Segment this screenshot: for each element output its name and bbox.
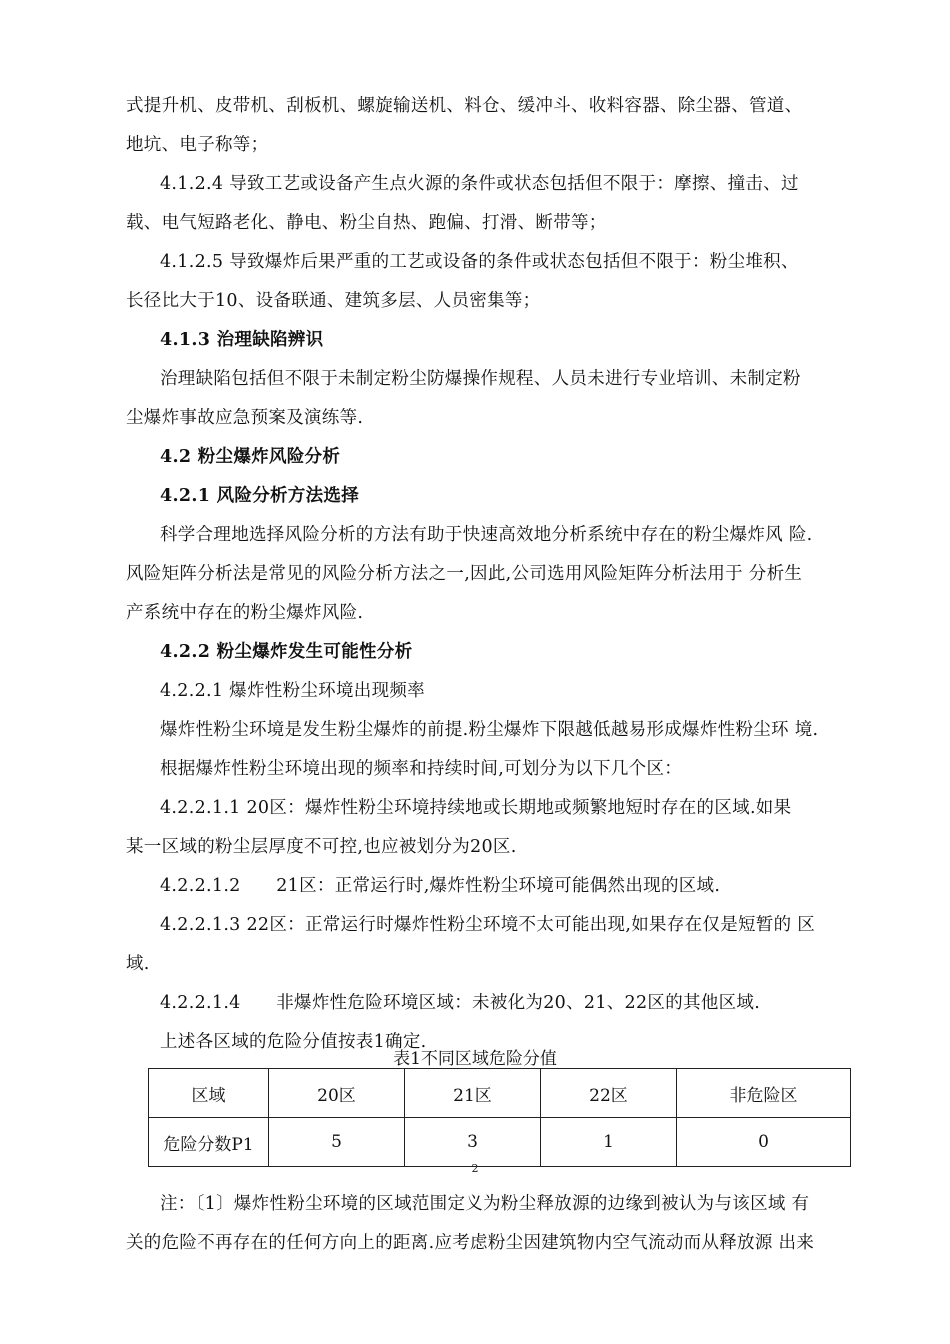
clause-4-1-2-5: 4.1.2.5 导致爆炸后果严重的工艺或设备的条件或状态包括但不限于：粉尘堆积、 <box>160 252 799 272</box>
body-text-line: 地坑、电子称等； <box>126 135 269 155</box>
heading-4-2-1: 4.2.1 风险分析方法选择 <box>160 486 360 506</box>
table-header-row <box>149 1069 851 1118</box>
clause-non-hazard: 4.2.2.1.4 非爆炸性危险环境区域：未被化为20、21、22区的其他区域. <box>160 993 761 1013</box>
page-number: 2 <box>471 1162 479 1175</box>
body-text-line: 科学合理地选择风险分析的方法有助于快速高效地分析系统中存在的粉尘爆炸风 险. <box>160 525 813 545</box>
heading-4-2-2: 4.2.2 粉尘爆炸发生可能性分析 <box>160 642 413 662</box>
body-text-line: 载、电气短路老化、静电、粉尘自热、跑偏、打滑、断带等； <box>126 213 607 233</box>
body-text-line: 风险矩阵分析法是常见的风险分析方法之一,因此,公司选用风险矩阵分析法用于 分析生 <box>126 564 803 584</box>
body-text-line: 上述各区域的危险分值按表1确定. <box>160 1032 427 1052</box>
table-cell: 3 <box>405 1118 541 1167</box>
heading-4-2: 4.2 粉尘爆炸风险分析 <box>160 447 341 467</box>
body-text-line: 尘爆炸事故应急预案及演练等. <box>126 408 364 428</box>
clause-zone-20: 4.2.2.1.1 20区：爆炸性粉尘环境持续地或长期地或频繁地短时存在的区域.如果 <box>160 798 792 818</box>
table-cell: 5 <box>269 1118 405 1167</box>
body-text-line: 治理缺陷包括但不限于未制定粉尘防爆操作规程、人员未进行专业培训、未制定粉 <box>160 369 801 389</box>
heading-4-2-2-1: 4.2.2.1 爆炸性粉尘环境出现频率 <box>160 681 425 701</box>
body-text-line: 爆炸性粉尘环境是发生粉尘爆炸的前提.粉尘爆炸下限越低越易形成爆炸性粉尘环 境. <box>160 720 819 740</box>
clause-zone-22: 4.2.2.1.3 22区：正常运行时爆炸性粉尘环境不太可能出现,如果存在仅是短暂的 区 <box>160 915 816 935</box>
table-header-cell: 非危险区 <box>677 1069 851 1118</box>
table-header-cell: 20区 <box>269 1069 405 1118</box>
table-header-cell: 21区 <box>405 1069 541 1118</box>
note-line: 注：〔1〕爆炸性粉尘环境的区域范围定义为粉尘释放源的边缘到被认为与该区域 有 <box>160 1194 810 1214</box>
table-header-cell: 区域 <box>149 1069 269 1118</box>
table-cell: 危险分数P1 <box>149 1118 269 1167</box>
note-line: 关的危险不再存在的任何方向上的距离.应考虑粉尘因建筑物内空气流动而从释放源 出来 <box>126 1233 815 1253</box>
clause-zone-21: 4.2.2.1.2 21区：正常运行时,爆炸性粉尘环境可能偶然出现的区域. <box>160 876 721 896</box>
table-cell: 1 <box>541 1118 677 1167</box>
table-row <box>149 1118 851 1167</box>
clause-4-1-2-4: 4.1.2.4 导致工艺或设备产生点火源的条件或状态包括但不限于：摩擦、撞击、过 <box>160 174 799 194</box>
heading-4-1-3: 4.1.3 治理缺陷辨识 <box>160 330 324 350</box>
body-text-line: 某一区域的粉尘层厚度不可控,也应被划分为20区. <box>126 837 517 857</box>
body-text-line: 产系统中存在的粉尘爆炸风险. <box>126 603 364 623</box>
body-text-line: 域. <box>126 954 150 974</box>
table-cell: 0 <box>677 1118 851 1167</box>
hazard-score-table <box>148 1068 851 1167</box>
body-text-line: 长径比大于10、设备联通、建筑多层、人员密集等； <box>126 291 541 311</box>
table-caption: 表1不同区域危险分值 <box>393 1049 557 1069</box>
table-header-cell: 22区 <box>541 1069 677 1118</box>
body-text-line: 根据爆炸性粉尘环境出现的频率和持续时间,可划分为以下几个区： <box>160 759 683 779</box>
body-text-line: 式提升机、皮带机、刮板机、螺旋输送机、料仓、缓冲斗、收料容器、除尘器、管道、 <box>126 96 803 116</box>
